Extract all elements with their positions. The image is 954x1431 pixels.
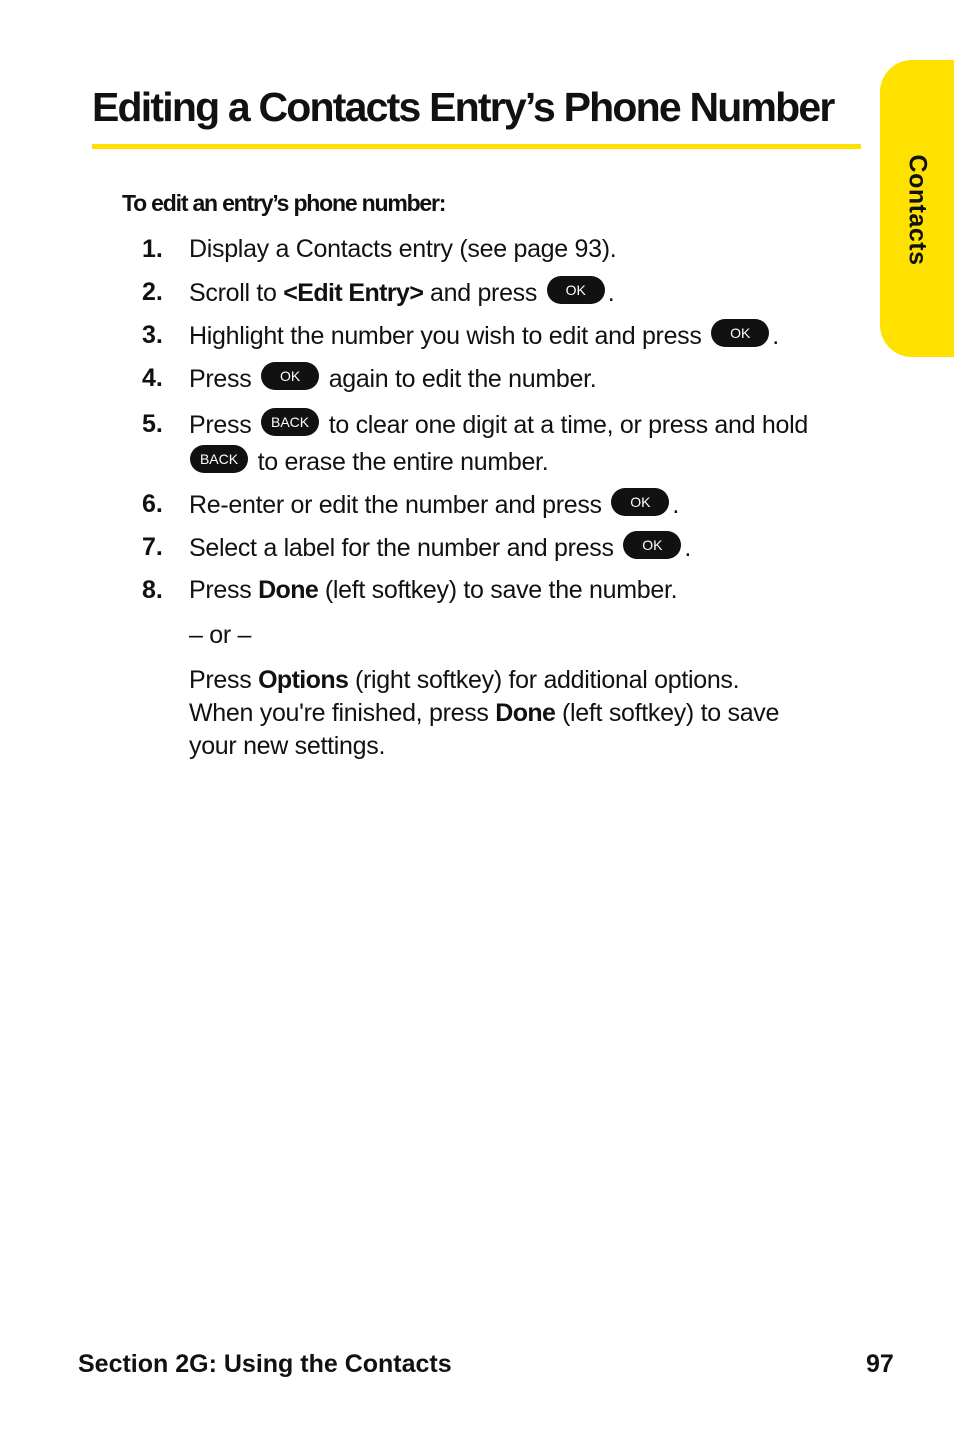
alt-paragraph-line: your new settings. bbox=[189, 732, 386, 760]
title-underline bbox=[92, 144, 861, 149]
step-text: Press BACK to clear one digit at a time, or press and hold bbox=[189, 408, 808, 442]
side-tab bbox=[880, 60, 954, 357]
step-text: Scroll to <Edit Entry> and press OK . bbox=[189, 276, 614, 310]
subheading: To edit an entry’s phone number: bbox=[122, 190, 446, 216]
step-text: Select a label for the number and press OK . bbox=[189, 531, 691, 565]
step-number: 4. bbox=[142, 364, 163, 392]
step-number: 5. bbox=[142, 410, 163, 438]
ok-key-icon: OK bbox=[611, 488, 669, 516]
step-number: 2. bbox=[142, 278, 163, 306]
step-text-continued: BACK to erase the entire number. bbox=[190, 445, 548, 479]
step-text: Press Done (left softkey) to save the number. bbox=[189, 576, 678, 604]
back-key-icon: BACK bbox=[190, 445, 248, 473]
step-number: 6. bbox=[142, 490, 163, 518]
step-text: Re-enter or edit the number and press OK . bbox=[189, 488, 679, 522]
step-text: Display a Contacts entry (see page 93). bbox=[189, 235, 617, 263]
ok-key-icon: OK bbox=[261, 362, 319, 390]
back-key-icon: BACK bbox=[261, 408, 319, 436]
step-number: 7. bbox=[142, 533, 163, 561]
page-title: Editing a Contacts Entry’s Phone Number bbox=[92, 84, 834, 130]
step-text: Highlight the number you wish to edit and press OK . bbox=[189, 319, 779, 353]
alt-paragraph-line: When you're finished, press Done (left softkey) to save bbox=[189, 699, 780, 727]
ok-key-icon: OK bbox=[547, 276, 605, 304]
step-number: 1. bbox=[142, 235, 163, 263]
step-number: 8. bbox=[142, 576, 163, 604]
or-separator: – or – bbox=[189, 621, 252, 649]
step-text: Press OK again to edit the number. bbox=[189, 362, 596, 396]
ok-key-icon: OK bbox=[711, 319, 769, 347]
ok-key-icon: OK bbox=[623, 531, 681, 559]
step-number: 3. bbox=[142, 321, 163, 349]
footer-section-title: Section 2G: Using the Contacts bbox=[78, 1350, 452, 1378]
page-number: 97 bbox=[866, 1350, 894, 1378]
alt-paragraph-line: Press Options (right softkey) for additional options. bbox=[189, 666, 740, 694]
side-tab-label: Contacts bbox=[903, 154, 932, 266]
